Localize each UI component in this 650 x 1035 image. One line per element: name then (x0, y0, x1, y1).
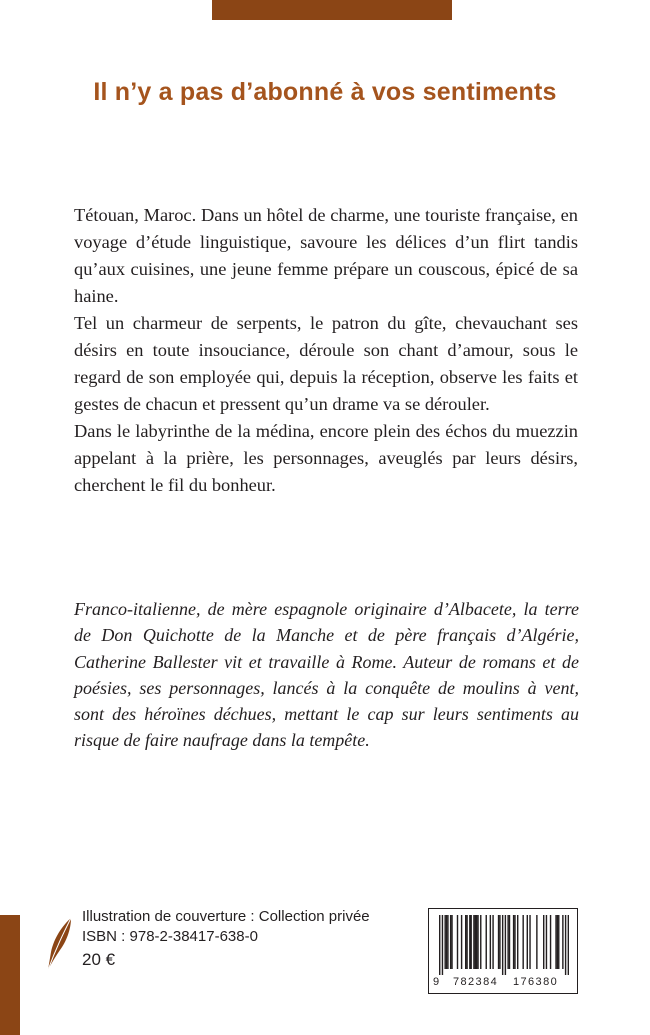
barcode-bar (536, 915, 537, 969)
barcode-bar (502, 915, 503, 975)
credits-block (82, 907, 370, 970)
barcode-bar (470, 915, 471, 969)
barcode-bar (517, 915, 518, 969)
barcode-bar (509, 915, 510, 969)
barcode-bar (499, 915, 500, 969)
isbn-text: ISBN : 978-2-38417-638-0 (82, 928, 258, 945)
book-summary (74, 202, 578, 499)
barcode-group-1: 782384 (453, 976, 499, 988)
barcode-bar (447, 915, 448, 969)
barcode-bar (446, 915, 447, 969)
barcode-bar (505, 915, 506, 975)
barcode-bar (522, 915, 523, 969)
barcode-bar (490, 915, 491, 969)
barcode-bar (513, 915, 514, 969)
summary-paragraph: Tétouan, Maroc. Dans un hôtel de charme, une touriste française, en voyage d’étude linguistique, savoure les délices d’un flirt tandis qu’aux cuisines, une jeune femme prépare un couscous, épicé de sa haine. (74, 205, 578, 306)
author-bio: Franco-italienne, de mère espagnole originaire d’Albacete, la terre de Don Quichotte de la Manche et de père français d’Algérie, Catherine Ballester vit et travaille à Rome. Auteur de romans et de poésies, ses personnages, lancés à la conquête de moulins à vent, sont des héroïnes déchues, mettant le cap sur leurs sentiments au risque de faire naufrage dans la tempête. (74, 599, 579, 751)
barcode-group-2: 176380 (513, 976, 559, 988)
barcode-bar (543, 915, 544, 969)
barcode-bar (565, 915, 566, 975)
summary-paragraph: Dans le labyrinthe de la médina, encore plein des échos du muezzin appelant à la prière, les personnages, aveuglés par leurs désirs, cherchent le fil du bonheur. (74, 421, 578, 495)
barcode-bar (473, 915, 474, 969)
barcode-bar (558, 915, 559, 969)
side-accent-bar (0, 915, 20, 1035)
price-text: 20 € (82, 950, 116, 969)
barcode-bar (466, 915, 467, 969)
barcode-bar (568, 915, 569, 975)
barcode-bar (527, 915, 528, 969)
barcode-bar (562, 915, 563, 969)
barcode-bar (451, 915, 452, 969)
barcode-bar (439, 915, 440, 975)
barcode-bar (557, 915, 558, 969)
barcode-prefix: 9 (433, 976, 440, 988)
barcode-bar (492, 915, 493, 969)
barcode-bar (550, 915, 551, 969)
barcode-bars (439, 915, 569, 975)
top-accent-bar (212, 0, 452, 20)
barcode-bar (475, 915, 476, 969)
barcode-bar (442, 915, 443, 975)
barcode-bar (477, 915, 478, 969)
barcode-bar (480, 915, 481, 969)
feather-quill-icon (44, 916, 74, 972)
summary-paragraph: Tel un charmeur de serpents, le patron du gîte, chevauchant ses désirs en toute insouciance, déroule son chant d’amour, sous le regard de son employée qui, depuis la réception, observe les faits et gestes de chacun et pressent qu’un drame va se dérouler. (74, 313, 578, 414)
barcode-bar (457, 915, 458, 969)
barcode-bar (486, 915, 487, 969)
barcode-bar (529, 915, 530, 969)
barcode-bar (507, 915, 508, 969)
illustration-credit: Illustration de couverture : Collection privée (82, 908, 370, 925)
barcode-bar (546, 915, 547, 969)
barcode-bar (450, 915, 451, 969)
barcode-bar (461, 915, 462, 969)
barcode-bar (555, 915, 556, 969)
barcode-bar (444, 915, 445, 969)
barcode-bar (465, 915, 466, 969)
isbn-barcode (428, 908, 578, 994)
barcode-bar (514, 915, 515, 969)
barcode-bar (469, 915, 470, 969)
book-title: Il n’y a pas d’abonné à vos sentiments (93, 78, 557, 106)
barcode-bar (476, 915, 477, 969)
barcode-bar (498, 915, 499, 969)
